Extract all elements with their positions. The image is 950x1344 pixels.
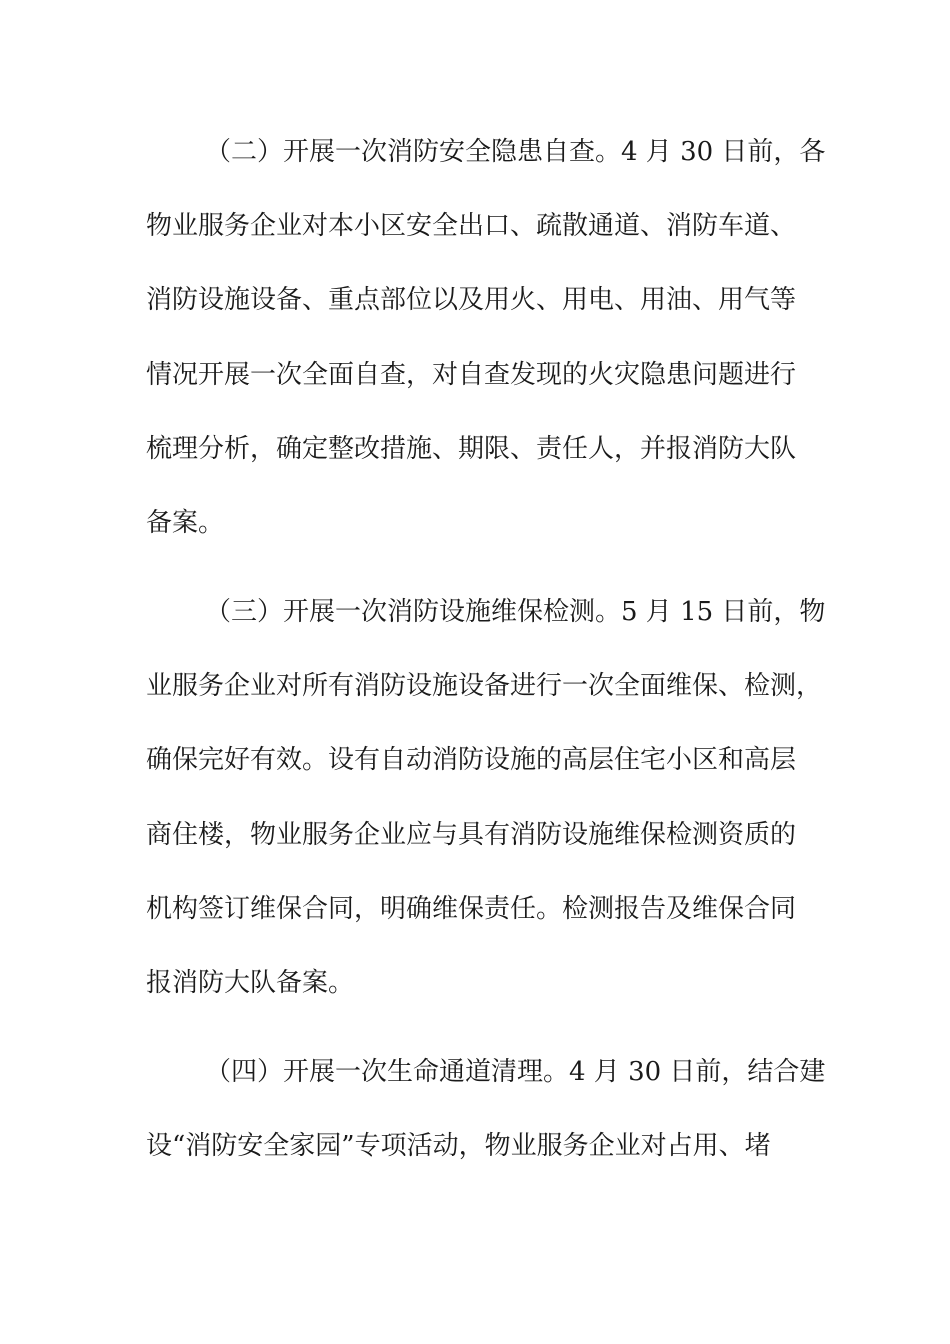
- paragraph-3-line-5: 机构签订维保合同，明确维保责任。检测报告及维保合同: [146, 894, 797, 924]
- paragraph-2-line-2: 物业服务企业对本小区安全出口、疏散通道、消防车道、: [146, 211, 797, 241]
- paragraph-3-line-3: 确保完好有效。设有自动消防设施的高层住宅小区和高层: [146, 745, 797, 775]
- paragraph-2-line-3: 消防设施设备、重点部位以及用火、用电、用油、用气等: [146, 285, 797, 315]
- paragraph-2-line-1: （二）开展一次消防安全隐患自查。4 月 30 日前，各: [205, 137, 826, 167]
- paragraph-3-line-2: 业服务企业对所有消防设施设备进行一次全面维保、检测，: [146, 671, 823, 701]
- paragraph-3-line-1: （三）开展一次消防设施维保检测。5 月 15 日前，物: [205, 597, 826, 627]
- paragraph-2-line-6: 备案。: [146, 508, 225, 538]
- paragraph-4-line-2: 设“消防安全家园”专项活动，物业服务企业对占用、堵: [146, 1131, 771, 1161]
- paragraph-2-line-5: 梳理分析，确定整改措施、期限、责任人，并报消防大队: [146, 434, 797, 464]
- paragraph-3-line-6: 报消防大队备案。: [146, 968, 355, 998]
- paragraph-3-line-4: 商住楼，物业服务企业应与具有消防设施维保检测资质的: [146, 820, 797, 850]
- paragraph-4-line-1: （四）开展一次生命通道清理。4 月 30 日前，结合建: [205, 1057, 826, 1087]
- paragraph-2-line-4: 情况开展一次全面自查，对自查发现的火灾隐患问题进行: [146, 360, 797, 390]
